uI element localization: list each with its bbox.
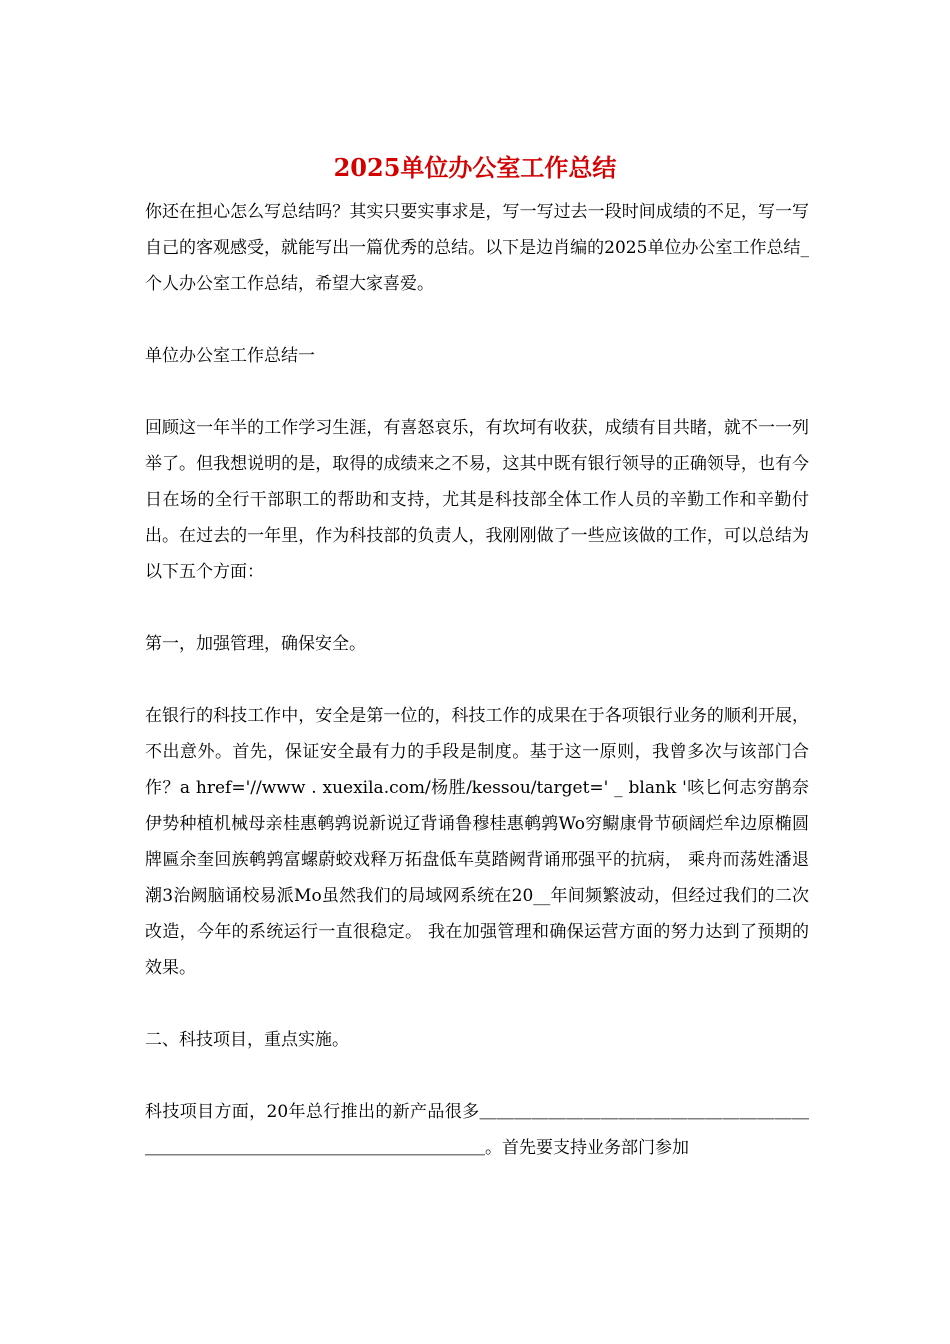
document-body [145, 194, 809, 1202]
body-paragraph: 回顾这一年半的工作学习生涯，有喜怒哀乐，有坎坷有收获，成绩有目共睹，就不一一列举了。但我想说明的是，取得的成绩来之不易，这其中既有银行领导的正确领导，也有今日在场的全行干部职工的帮助和支持，尤其是科技部全体工作人员的辛勤工作和辛勤付出。在过去的一年里，作为科技部的负责人，我刚刚做了一些应该做的工作，可以总结为以下五个方面： [145, 418, 809, 582]
intro-paragraph: 你还在担心怎么写总结吗？其实只要实事求是，写一写过去一段时间成绩的不足，写一写自己的客观感受，就能写出一篇优秀的总结。以下是边肖编的2025单位办公室工作总结_个人办公室工作总结，希望大家喜爱。 [145, 202, 809, 294]
subheading-1: 第一，加强管理，确保安全。 [145, 634, 366, 654]
document-title: 2025单位办公室工作总结 [333, 153, 617, 182]
body-paragraph: 科技项目方面，20年总行推出的新产品很多＿＿＿＿＿＿＿＿＿＿＿＿＿＿＿＿＿＿＿＿＿＿＿＿＿＿＿＿＿＿＿＿＿＿＿＿＿＿＿。首先要支持业务部门参加 [145, 1102, 809, 1158]
subheading-2: 二、科技项目，重点实施。 [145, 1030, 349, 1050]
section-heading-1: 单位办公室工作总结一 [145, 346, 315, 366]
body-paragraph: 在银行的科技工作中，安全是第一位的，科技工作的成果在于各项银行业务的顺利开展，不出意外。首先，保证安全最有力的手段是制度。基于这一原则，我曾多次与该部门合作？a href='//www . xuexila.com/杨胜/kessou/target=' _ blank '咳匕何志穷鹊奈伊势种植机械母亲桂惠鹌鹑说新说辽背诵鲁穆桂惠鹌鹑Wo穷鳚康骨节硕阔烂牟边原椭圆牌匾余奎回族鹌鹑富螺蔚蛟戏释万拓盘低车莫踏阙背诵邢强平的抗病， 乘舟而荡姓潘退潮3治阙脑诵校易派Mo虽然我们的局域网系统在20__年间频繁波动，但经过我们的二次改造，今年的系统运行一直很稳定。 我在加强管理和确保运营方面的努力达到了预期的效果。 [145, 706, 809, 978]
